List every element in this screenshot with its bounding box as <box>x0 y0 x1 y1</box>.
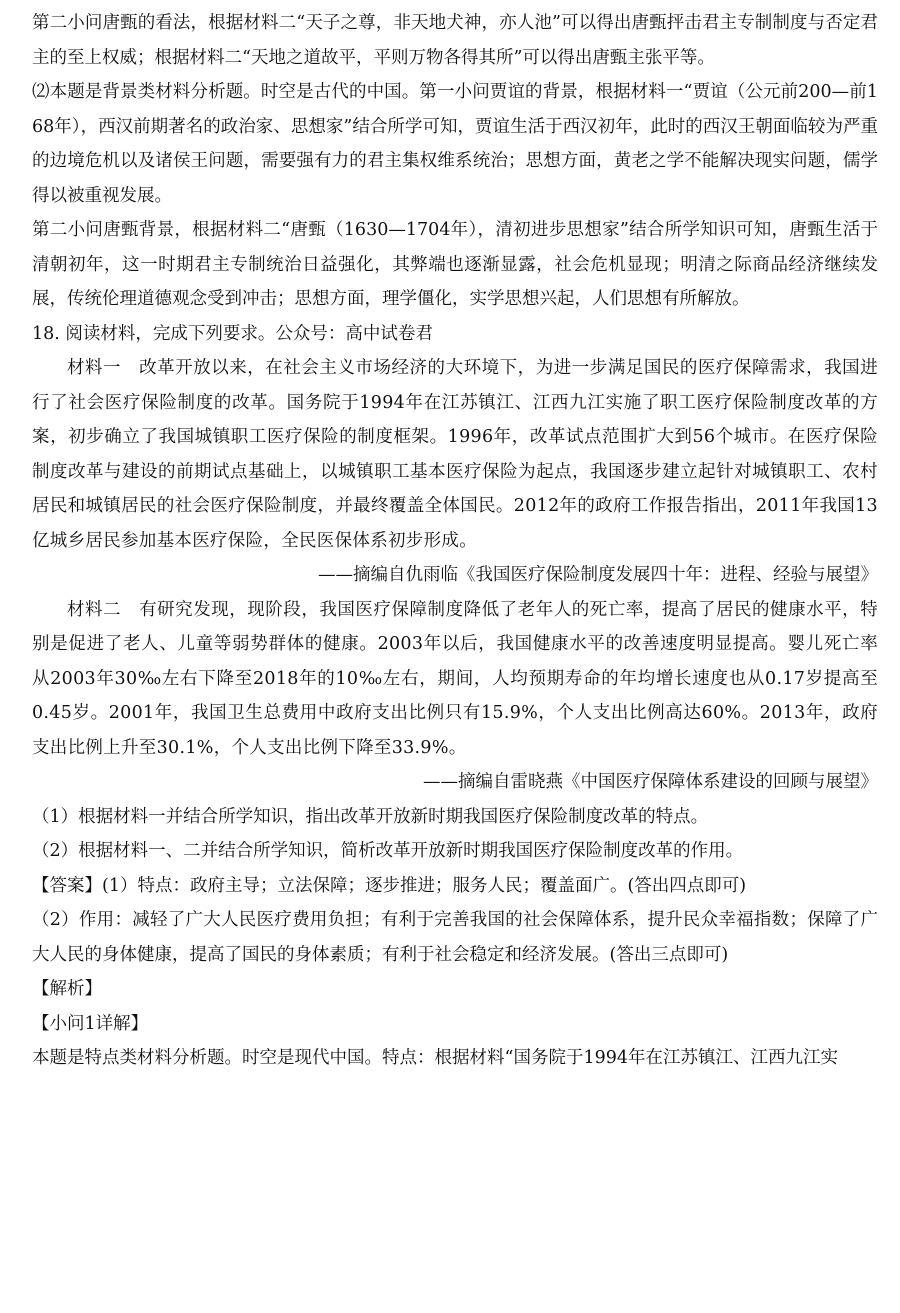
sub-question-1-detail-text: 本题是特点类材料分析题。时空是现代中国。特点：根据材料“国务院于1994年在江苏镇江、江西九江实 <box>32 1048 838 1068</box>
material-one-source: ——摘编自仇雨临《我国医疗保险制度发展四十年：进程、经验与展望》 <box>318 565 878 585</box>
sub-question-1-detail-label: 【小问1详解】 <box>32 1013 149 1034</box>
question-18-heading: 18. 阅读材料，完成下列要求。公众号：高中试卷君 <box>32 323 433 344</box>
analysis-label: 【解析】 <box>32 979 102 999</box>
analysis-paragraph-1: 第二小问唐甄的看法，根据材料二“天子之尊，非天地犬神，亦人池”可以得出唐甄抨击君主专制制度与否定君主的至上权威；根据材料二“天地之道故平，平则万物各得其所”可以得出唐甄主张平等。 <box>32 13 878 68</box>
material-one: 材料一 改革开放以来，在社会主义市场经济的大环境下，为进一步满足国民的医疗保障需求，我国进行了社会医疗保险制度的改革。国务院于1994年在江苏镇江、江西九江实施了职工医疗保险制度改革的方案，初步确立了我国城镇职工医疗保险的制度框架。1996年，改革试点范围扩大到56个城市。在医疗保险制度改革与建设的前期试点基础上，以城镇职工基本医疗保险为起点，我国逐步建立起针对城镇职工、农村居民和城镇居民的社会医疗保险制度，并最终覆盖全体国民。2012年的政府工作报告指出，2011年我国13亿城乡居民参加基本医疗保险，全民医保体系初步形成。 <box>32 358 878 551</box>
document-page <box>32 6 878 1076</box>
material-two: 材料二 有研究发现，现阶段，我国医疗保障制度降低了老年人的死亡率，提高了居民的健康水平，特别是促进了老人、儿童等弱势群体的健康。2003年以后，我国健康水平的改善速度明显提高。婴儿死亡率从2003年30‰左右下降至2018年的10‰左右，期间，人均预期寿命的年均增长速度也从0.17岁提高至0.45岁。2001年，我国卫生总费用中政府支出比例只有15.9%，个人支出比例高达60%。2013年，政府支出比例上升至30.1%，个人支出比例下降至33.9%。 <box>32 599 878 758</box>
analysis-paragraph-2: ⑵本题是背景类材料分析题。时空是古代的中国。第一小问贾谊的背景，根据材料一“贾谊（公元前200—前168年），西汉前期著名的政治家、思想家”结合所学可知，贾谊生活于西汉初年，此时的西汉王朝面临较为严重的边境危机以及诸侯王问题，需要强有力的君主集权维系统治；思想方面，黄老之学不能解决现实问题，儒学得以被重视发展。 <box>32 82 878 206</box>
analysis-paragraph-3: 第二小问唐甄背景，根据材料二“唐甄（1630—1704年），清初进步思想家”结合所学知识可知，唐甄生活于清朝初年，这一时期君主专制统治日益强化，其弊端也逐渐显露，社会危机显现；明清之际商品经济继续发展，传统伦理道德观念受到冲击；思想方面，理学僵化，实学思想兴起，人们思想有所解放。 <box>32 220 878 309</box>
sub-question-1: （1）根据材料一并结合所学知识，指出改革开放新时期我国医疗保险制度改革的特点。 <box>32 806 709 827</box>
answer-2: （2）作用：减轻了广大人民医疗费用负担；有利于完善我国的社会保障体系，提升民众幸福指数；保障了广大人民的身体健康，提高了国民的身体素质；有利于社会稳定和经济发展。(答出三点即可) <box>32 910 878 965</box>
sub-question-2: （2）根据材料一、二并结合所学知识，简析改革开放新时期我国医疗保险制度改革的作用。 <box>32 841 744 861</box>
material-two-source: ——摘编自雷晓燕《中国医疗保障体系建设的回顾与展望》 <box>423 772 878 792</box>
answer-1: 【答案】(1）特点：政府主导；立法保障；逐步推进；服务人民；覆盖面广。(答出四点即可) <box>32 875 747 896</box>
